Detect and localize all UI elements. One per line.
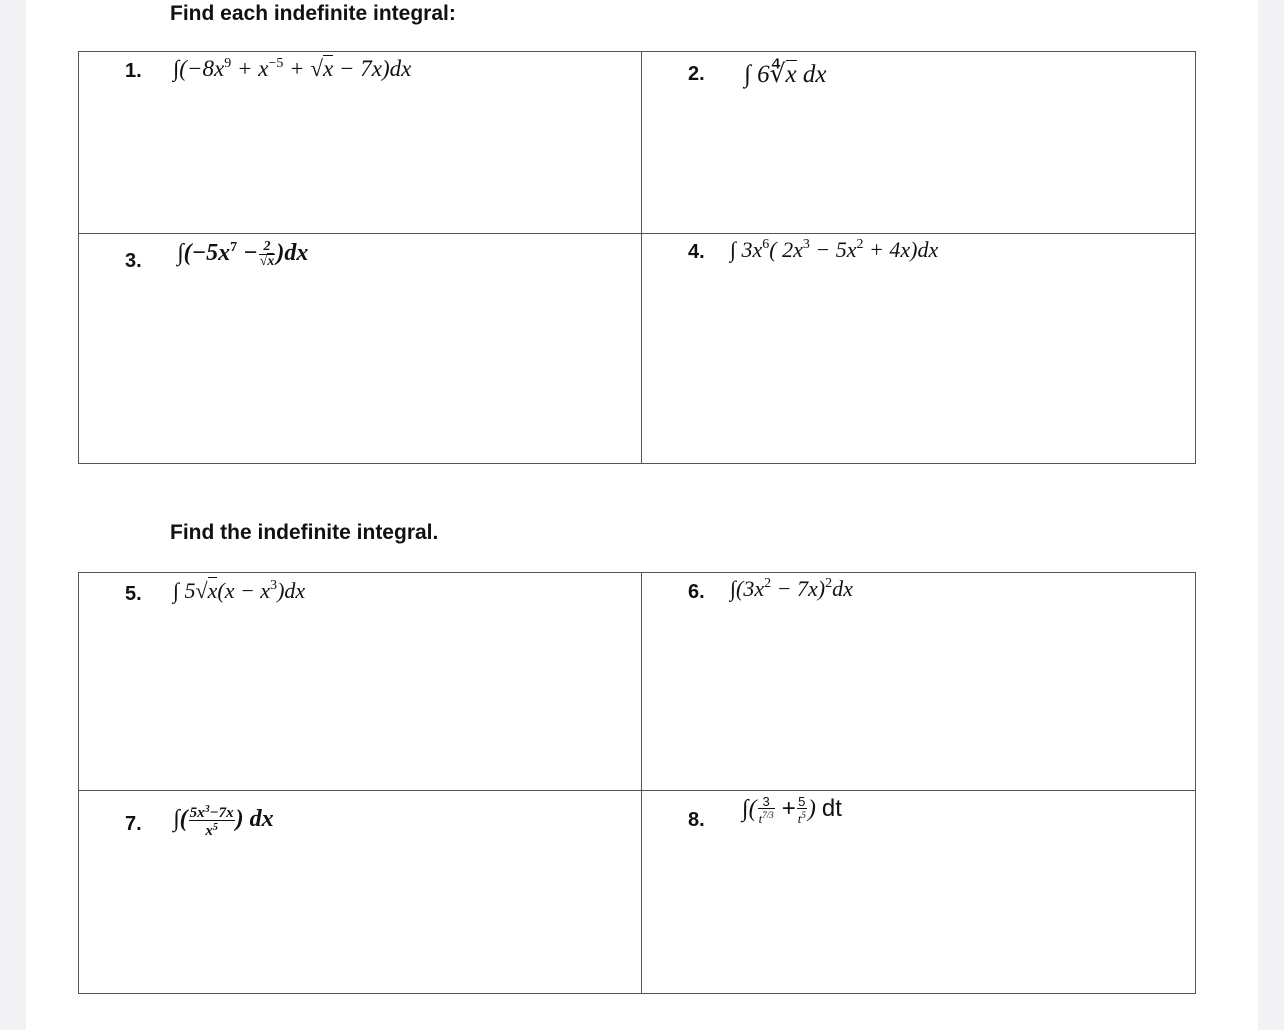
problem-cell-1[interactable] [79, 52, 642, 234]
problem-expression: $\int(3x^2 - 7x)^2dx$ [730, 576, 853, 601]
section-heading-1: Find each indefinite integral: [170, 2, 456, 25]
section-heading-2: Find the indefinite integral. [170, 521, 439, 544]
problem-cell-7[interactable] [79, 791, 642, 993]
worksheet-page [26, 0, 1258, 1030]
problem-cell-5[interactable] [79, 573, 642, 791]
problem-expression: ∫ $5√x(x - x^3)dx$ [173, 578, 306, 603]
problem-number: 8. [688, 809, 705, 831]
problem-expression: ∫ $3x^6$( $2x^3 - 5x^2 + 4x)dx$ [730, 237, 939, 262]
problem-cell-8[interactable] [642, 791, 1195, 993]
problem-grid-1 [78, 51, 1196, 464]
problem-number: 7. [125, 813, 142, 835]
problem-cell-6[interactable] [642, 573, 1195, 791]
problem-number: 5. [125, 583, 142, 605]
problem-number: 6. [688, 581, 705, 603]
problem-expression: ∫( $\frac{3}{t^{7/3}}$ + $\frac{5}{t^5}$ ) dt [742, 794, 842, 827]
problem-grid-2 [78, 572, 1196, 994]
problem-number: 3. [125, 250, 142, 272]
problem-cell-3[interactable] [79, 234, 642, 463]
problem-cell-2[interactable] [642, 52, 1195, 234]
problem-expression: $\int(-8x^9 + x^{-5} + √x - 7x)dx$ [173, 56, 412, 81]
problem-number: 1. [125, 60, 142, 82]
problem-expression: ∫ 6∜x dx [744, 61, 827, 88]
problem-expression: ∫( $\frac{5x^3-7x}{x^5}$ ) dx [173, 804, 274, 839]
problem-number: 2. [688, 63, 705, 85]
problem-number: 4. [688, 241, 705, 263]
problem-cell-4[interactable] [642, 234, 1195, 463]
problem-expression: $\int(-5x^7$ − $\frac{2}{√x}$ )dx [177, 239, 309, 269]
